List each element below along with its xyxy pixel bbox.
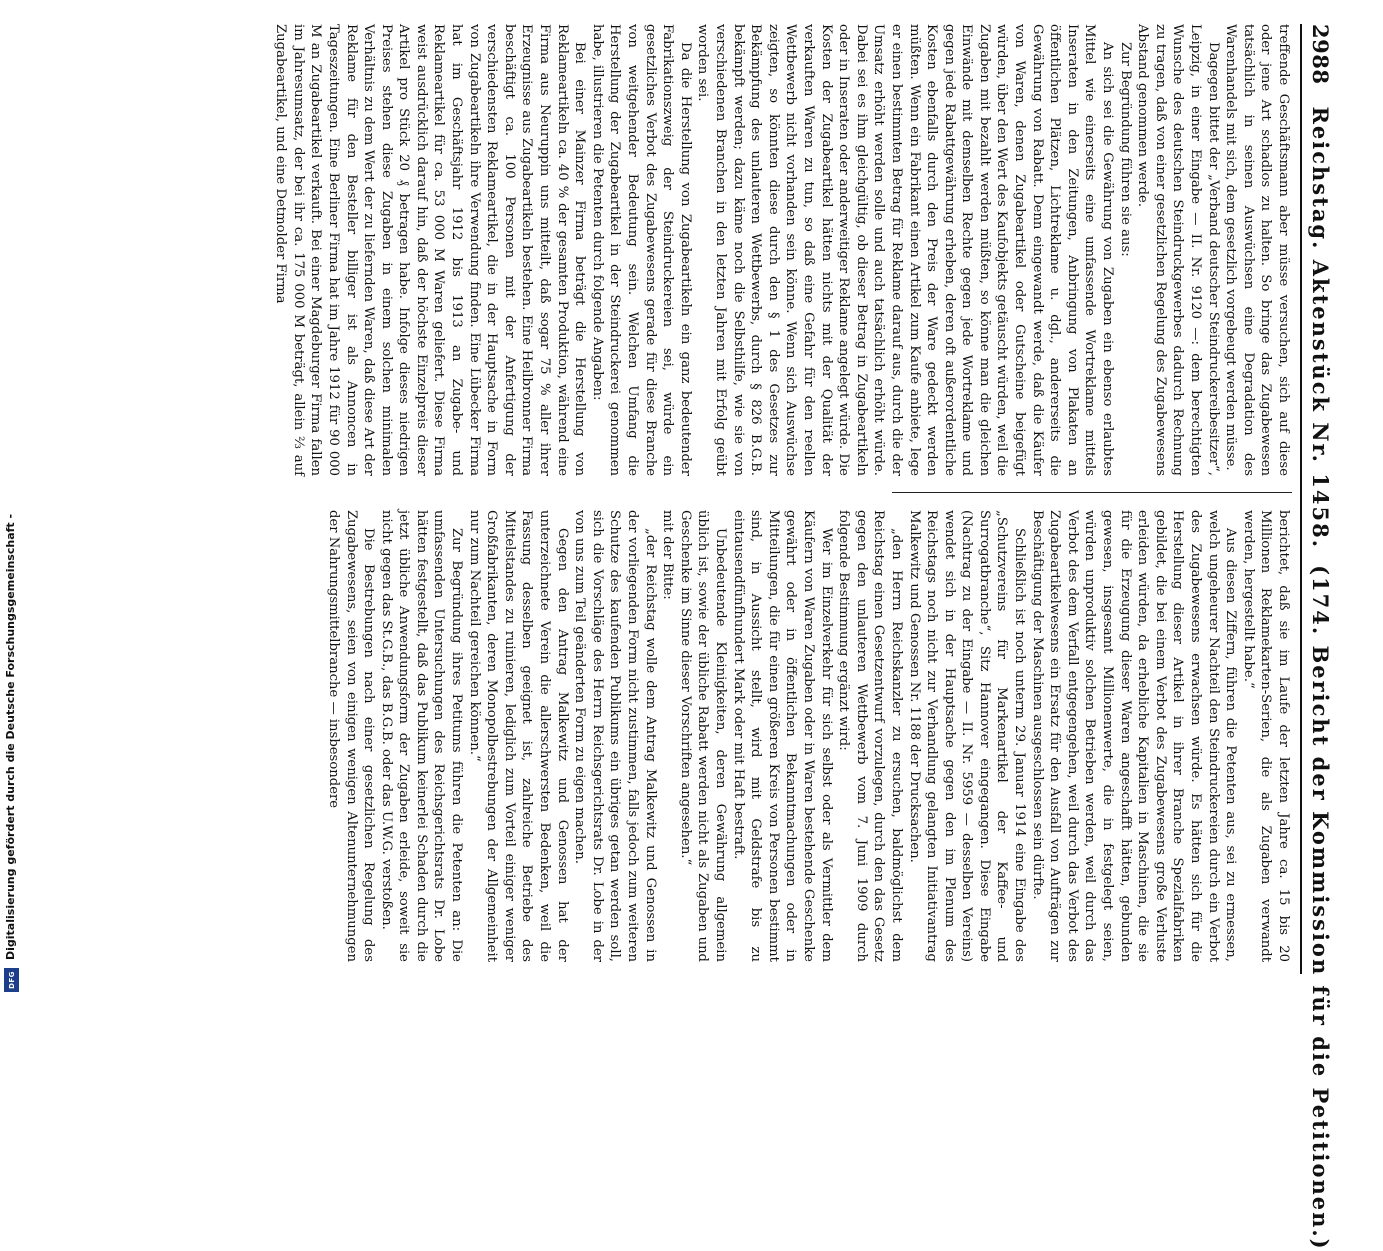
left-paragraph: An sich sei die Gewährung von Zugaben ein ebenso erlaubtes Mittel wie einerseits eine umfassende Wortreklame mittels Inseraten in den Zeitungen, Anbringung von Plakaten an öffentlichen Plätzen, Lichtreklame u. dgl., andererseits die Gewährung von Rabatt. Denn eingewandt werde, daß die Käufer von Waren, denen Zugabeartikel oder Gutscheine beigefügt würden, über den Wert des Kaufobjekts getäuscht würden, weil die Zugaben mit bezahlt werden müßten, so könne man die gleichen Einwände mit demselben Rechte gegen jede Wortreklame und gegen jede Rabattgewährung erheben, deren oft außerordentliche Kosten ebenfalls durch den Preis der Ware gedeckt werden müßten. Wenn ein Fabrikant einen Artikel zum Kaufe anbiete, lege er einen bestimmten Betrag für Reklame darauf aus, durch die der Umsatz erhöht werden solle und auch tatsächlich erhöht würde. Dabei sei es ihm gleichgültig, ob dieser Betrag in Zugabeartikeln oder in Inseraten oder anderweitiger Reklame angelegt würde. Die Kosten der Zugabeartikel hätten nichts mit der Qualität der verkauften Waren zu tun, so daß eine Gefahr für den reellen Wettbewerb nicht vorhanden sein könne. Wenn sich Auswüchse zeigten, so könnten diese durch den § 1 des Gesetzes zur Bekämpfung des unlauteren Wettbewerbs, durch § 826 B.G.B. bekämpft werden; dazu käme noch die Selbsthilfe, wie sie von verschiedenen Branchen in den letzten Jahren mit Erfolg geübt worden sei. — [695, 24, 1116, 476]
right-paragraph: Unbedeutende Kleinigkeiten, deren Gewährung allgemein üblich ist, sowie der übliche Rabatt werden nicht als Zugaben und Geschenke im Sinne dieser Vorschriften angesehen.“ — [677, 510, 728, 962]
right-paragraph: Zur Begründung ihres Petitums führen die Petenten an: Die umfassenden Untersuchungen des Reichsgerichtsrats Dr. Lobe hätten festgestellt, daß das Publikum keinerlei Schaden durch die jetzt übliche Anwendungsform der Zugaben erleide, soweit sie nicht gegen das St.G.B., das B.G.B. oder das U.W.G. verstoßen. — [378, 510, 465, 962]
left-paragraph: Bei einer Mainzer Firma beträgt die Herstellung von Reklameartikeln ca. 40 % der gesamten Produktion, während eine Firma aus Neuruppin uns mitteilt, daß sogar 75 % aller ihrer Erzeugnisse aus Zugabeartikeln bestehen. Eine Heilbronner Firma beschäftigt ca. 100 Personen mit der Anfertigung der verschiedensten Reklameartikel, die in der Hauptsache in Form von Zugabeartikeln ihre Verwendung finden. Eine Lübecker Firma hat im Geschäftsjahr 1912 bis 1913 an Zugabe- und Reklameartikel für ca. 53 000 M Waren geliefert. Diese Firma weist ausdrücklich darauf hin, daß der höchste Einzelpreis dieser Artikel pro Stück 20 ₰ betragen habe. Infolge dieses niedrigen Preises stehen diese Zugaben in einem solchen minimalen Verhältnis zu dem Wert der zu liefernden Waren, daß diese Art der Reklame für den Besteller billiger ist als Annoncen in Tageszeitungen. Eine Berliner Firma hat im Jahre 1912 für 90 000 M an Zugabeartikel verkauft. Bei einer Magdeburger Firma fallen im Jahresumsatz, der bei ihr ca. 175 000 M beträgt, allein ⅔ auf Zugabeartikel, und eine Detmolder Firma — [273, 24, 588, 476]
right-paragraph: Schließlich ist noch unterm 29. Januar 1914 eine Eingabe des „Schutzvereins für Markenartikel der Kaffee- und Surrogatbranche“, Sitz Hannover eingegangen. Diese Eingabe (Nachtrag zu der Eingabe — II. Nr. 5959 — desselben Vereins) wendet sich in der Hauptsache gegen den im Plenum des Reichstags noch nicht zur Verhandlung gelangten Initiativantrag Malkewitz und Genossen Nr. 1188 der Drucksachen. — [906, 510, 1028, 962]
dfg-logo-icon — [4, 968, 19, 992]
document-subtitle: (174. Bericht der Kommission für die Petitionen.) — [1308, 565, 1334, 1251]
right-paragraph: Gegen den Antrag Malkewitz und Genossen hat der unterzeichnete Verein die allerschwersten Bedenken, weil die Fassung desselben geeignet ist, zahlreiche Betriebe des Mittelstandes zu ruinieren, lediglich zum Vorteil einiger weniger Großfabrikanten, deren Monopolbestrebungen der Allgemeinheit nur zum Nachteil gereichen können.“ — [466, 510, 570, 962]
page-number: 2988 — [1308, 24, 1334, 85]
right-paragraph: berichtet, daß sie im Laufe der letzten Jahre ca. 15 bis 20 Millionen Reklamekarten-Serien, die als Zugaben verwandt werden, hergestellt habe.“ — [1240, 510, 1291, 962]
digitization-credit — [4, 0, 24, 1000]
right-text-column — [325, 510, 1292, 962]
left-text-column — [273, 24, 1292, 476]
column-divider — [892, 492, 1292, 493]
left-paragraph: Zur Begründung führen sie aus: — [1117, 42, 1133, 257]
right-paragraph: Aus diesen Ziffern, führen die Petenten aus, sei zu ermessen, welch ungeheurer Nachteil den Steindruckereien durch ein Verbot des Zugabewesens erwachsen würde. Es hätten sich für die Herstellung dieser Artikel in ihrer Branche Spezialfabriken gebildet, die bei einem Verbot des Zugabewesens große Verluste erleiden würden, da erhebliche Kapitalien in Maschinen, die sie für die Erzeugung dieser Waren angeschafft hätten, gebunden gewesen, insgesamt Millionenwerte, die in festgelegt seien, würden unproduktiv solchen Betrieben werden, weil durch das Verbot des dem Verfall entgegengehen, weil durch das Verbot des Zugabeartikelwesens ein Ersatz für den Ausfall von Aufträgen zur Beschäftigung der Maschinen ausgeschlossen sein dürfte. — [1029, 510, 1239, 962]
right-paragraph: Die Bestrebungen nach einer gesetzlichen Regelung des Zugabewesens, seien von einigen wenigen Altenunternehmungen der Nahrungsmittelbranche — insbesondere — [325, 510, 377, 962]
credit-text: Digitalisierung gefördert durch die Deutsche Forschungsgemeinschaft - — [4, 513, 17, 960]
dfg-logo-text: DFG — [7, 971, 16, 989]
page-header — [1304, 24, 1338, 1251]
rotated-document — [48, 24, 1338, 1251]
right-paragraph: Wer im Einzelverkehr für sich selbst oder als Vermittler dem Käufern von Waren Zugaben oder in Waren bestehende Geschenke gewährt oder in öffentlichen Bekanntmachungen oder in Mitteilungen, die für einen größeren Kreis von Personen bestimmt sind, in Aussicht stellt, wird mit Geldstrafe bis zu eintausendfünfhundert Mark oder mit Haft bestraft. — [730, 510, 834, 962]
right-paragraph: mit der Bitte: — [660, 510, 676, 600]
document-title: Reichstag. Aktenstück Nr. 1458. — [1308, 106, 1334, 550]
left-paragraph: treffende Geschäftsmann aber müsse versuchen, sich auf diese oder jene Art schadlos zu halten. So bringe das Zugabewesen tatsächlich in seinen Auswüchsen eine Degradation des Warenhandels mit sich, dem gesetzlich vorgebeugt werden müsse. — [1223, 24, 1291, 476]
right-paragraph: „der Reichstag wolle dem Antrag Malkewitz und Genossen in der vorliegenden Form nicht zustimmen, falls jedoch zum weiteren Schutze des kaufenden Publikums ein übriges getan werden soll, sich die Vorschläge des Herrn Reichsgerichtsrats Dr. Lobe in der von uns zum Teil geänderten Form zu eigen machen. — [572, 510, 658, 962]
right-paragraph: „den Herrn Reichskanzler zu ersuchen, baldmöglichst dem Reichstag einen Gesetzentwurf vorzulegen, durch den das Gesetz gegen den unlauteren Wettbewerb vom 7. Juni 1909 durch folgende Bestimmung ergänzt wird: — [836, 510, 904, 962]
left-paragraph: Da die Herstellung von Zugabeartikeln ein ganz bedeutender Fabrikationszweig der Steindruckereien sei, würde ein gesetzliches Verbot des Zugabewesens gerade für diese Branche von weitgehender Bedeutung sein. Welchen Umfang die Herstellung der Zugabeartikel in der Steindruckerei genommen habe, illustrieren die Petenten durch folgende Angaben: — [589, 24, 693, 476]
left-paragraph: Dagegen bittet der „Verband deutscher Steindruckereibesitzer“, Leipzig, in einer Eingabe — II. Nr. 9120 —: dem berechtigten Wunsche des deutschen Steindruckgewerbes dadurch Rechnung zu tragen, daß von einer gesetzlichen Regelung des Zugabewesens Abstand genommen werde. — [1135, 24, 1221, 476]
header-rule — [1300, 24, 1302, 974]
